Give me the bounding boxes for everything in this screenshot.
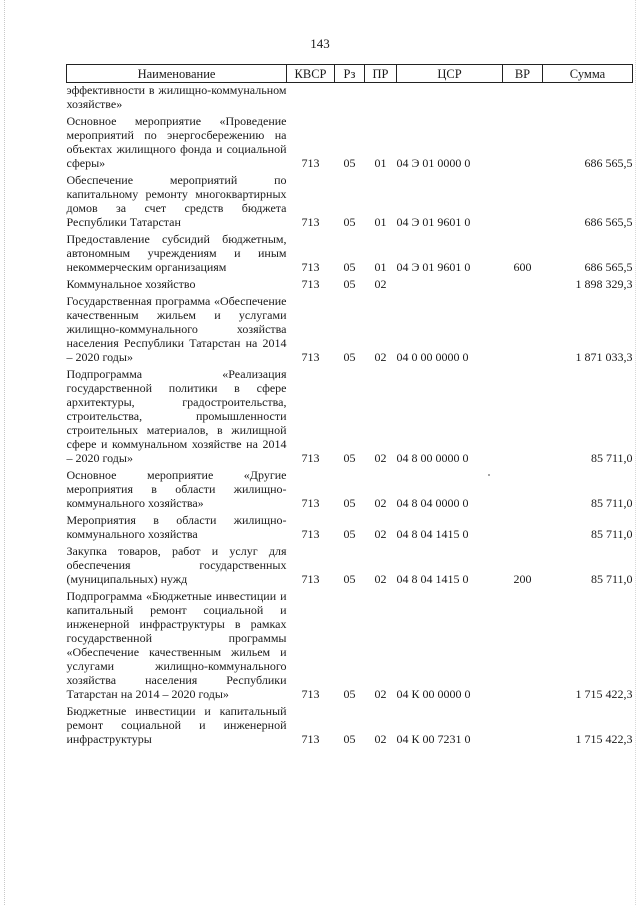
row-name: Коммунальное хозяйство (66, 277, 196, 291)
header-csr: ЦСР (397, 65, 503, 83)
row-kvsr: 713 (301, 350, 320, 364)
row-sum: 686 565,5 (584, 215, 633, 229)
row-vr (503, 589, 543, 704)
row-kvsr: 713 (301, 527, 320, 541)
row-vr (503, 173, 543, 232)
row-rz: 05 (343, 215, 356, 229)
row-pr: 02 (374, 277, 387, 291)
row-kvsr: 713 (301, 732, 320, 746)
row-name: эффективности в жилищно-коммунальном хозяйстве» (66, 83, 287, 111)
row-pr: 02 (374, 687, 387, 701)
row-pr (365, 83, 397, 115)
row-kvsr: 713 (301, 277, 320, 291)
row-csr (397, 83, 503, 115)
row-pr: 01 (374, 215, 387, 229)
row-rz: 05 (343, 350, 356, 364)
table-row (67, 589, 633, 704)
row-sum: 1 715 422,3 (575, 732, 633, 746)
scan-edge-right (635, 0, 636, 905)
row-name: Бюджетные инвестиции и капитальный ремонт социальной и инженерной инфраструктуры (66, 704, 287, 746)
row-name: Закупка товаров, работ и услуг для обеспечения государственных (муниципальных) нужд (66, 544, 287, 586)
row-csr: 04 8 04 1415 0 (396, 572, 469, 586)
row-name: Основное мероприятие «Проведение мероприятий по энергосбережению на объектах жилищного фонда и социальной сферы» (66, 114, 287, 170)
row-kvsr (287, 83, 335, 115)
row-sum: 85 711,0 (590, 496, 633, 510)
row-rz: 05 (343, 156, 356, 170)
row-pr: 02 (374, 496, 387, 510)
row-kvsr: 713 (301, 156, 320, 170)
row-vr: 600 (513, 260, 532, 274)
row-kvsr: 713 (301, 687, 320, 701)
row-vr (503, 367, 543, 468)
budget-table (66, 64, 633, 749)
table-row (67, 173, 633, 232)
row-kvsr: 713 (301, 260, 320, 274)
row-csr (397, 277, 503, 294)
row-csr: 04 8 04 1415 0 (396, 527, 469, 541)
row-rz: 05 (343, 496, 356, 510)
row-vr (503, 704, 543, 749)
row-sum: 1 898 329,3 (575, 277, 633, 291)
table-row (67, 367, 633, 468)
row-vr (503, 114, 543, 173)
row-pr: 02 (374, 451, 387, 465)
row-rz: 05 (343, 527, 356, 541)
row-csr: 04 Э 01 9601 0 (396, 215, 471, 229)
row-kvsr: 713 (301, 496, 320, 510)
table-row (67, 513, 633, 544)
row-kvsr: 713 (301, 451, 320, 465)
table-row (67, 544, 633, 589)
row-pr: 02 (374, 350, 387, 364)
row-rz: 05 (343, 687, 356, 701)
row-pr: 02 (374, 732, 387, 746)
row-kvsr: 713 (301, 572, 320, 586)
row-sum: 686 565,5 (584, 260, 633, 274)
row-pr: 01 (374, 156, 387, 170)
row-vr (503, 83, 543, 115)
table-row (67, 704, 633, 749)
row-name: Мероприятия в области жилищно-коммунального хозяйства (66, 513, 287, 541)
row-name: Подпрограмма «Реализация государственной политики в сфере архитектуры, градостроительства, строительства, промышленности строительных материалов, в жилищной сфере и коммунальном хозяйстве на 2014 – 2020 годы» (66, 367, 287, 465)
row-sum: 1 871 033,3 (575, 350, 633, 364)
row-rz: 05 (343, 732, 356, 746)
table-row (67, 232, 633, 277)
row-name: Подпрограмма «Бюджетные инвестиции и капитальный ремонт социальной и инженерной инфраструктуры в рамках государственной программы «Обеспечение качественным жильем и услугами жилищно-коммунального хозяйства населения Республики Татарстан на 2014 – 2020 годы» (66, 589, 287, 701)
row-rz: 05 (343, 277, 356, 291)
row-pr: 01 (374, 260, 387, 274)
table-row (67, 468, 633, 513)
header-vr: ВР (503, 65, 543, 83)
row-name: Основное мероприятие «Другие мероприятия в области жилищно-коммунального хозяйства» (66, 468, 287, 510)
table-row (67, 294, 633, 367)
row-csr: 04 0 00 0000 0 (396, 350, 469, 364)
row-pr: 02 (374, 572, 387, 586)
row-vr (503, 468, 543, 513)
row-sum (543, 83, 633, 115)
row-csr: 04 Э 01 9601 0 (396, 260, 471, 274)
header-name: Наименование (67, 65, 287, 83)
row-sum: 686 565,5 (584, 156, 633, 170)
table-row (67, 277, 633, 294)
row-name: Обеспечение мероприятий по капитальному ремонту многоквартирных домов за счет средств бюджета Республики Татарстан (66, 173, 287, 229)
row-kvsr: 713 (301, 215, 320, 229)
row-csr: 04 К 00 7231 0 (396, 732, 471, 746)
header-sum: Сумма (543, 65, 633, 83)
row-csr: 04 К 00 0000 0 (396, 687, 471, 701)
row-csr: 04 8 00 0000 0 (396, 451, 469, 465)
row-csr: 04 Э 01 0000 0 (396, 156, 471, 170)
row-rz (335, 83, 365, 115)
table-header-row (67, 65, 633, 83)
header-pr: ПР (365, 65, 397, 83)
header-kvsr: КВСР (287, 65, 335, 83)
row-vr (503, 294, 543, 367)
row-rz: 05 (343, 572, 356, 586)
row-sum: 1 715 422,3 (575, 687, 633, 701)
row-vr: 200 (513, 572, 532, 586)
row-sum: 85 711,0 (590, 527, 633, 541)
row-csr: 04 8 04 0000 0 (396, 496, 469, 510)
row-rz: 05 (343, 260, 356, 274)
row-sum: 85 711,0 (590, 451, 633, 465)
row-name: Государственная программа «Обеспечение качественным жильем и услугами жилищно-коммунального хозяйства населения Республики Татарстан на 2014 – 2020 годы» (66, 294, 287, 364)
row-name: Предоставление субсидий бюджетным, автономным учреждениям и иным некоммерческим организациям (66, 232, 287, 274)
row-pr: 02 (374, 527, 387, 541)
row-vr (503, 277, 543, 294)
scan-speck (488, 474, 490, 476)
row-vr (503, 513, 543, 544)
row-rz: 05 (343, 451, 356, 465)
row-sum: 85 711,0 (590, 572, 633, 586)
page-number: 143 (310, 36, 330, 51)
table-row (67, 83, 633, 115)
header-rz: Рз (335, 65, 365, 83)
table-row (67, 114, 633, 173)
scan-edge-left (4, 0, 5, 905)
